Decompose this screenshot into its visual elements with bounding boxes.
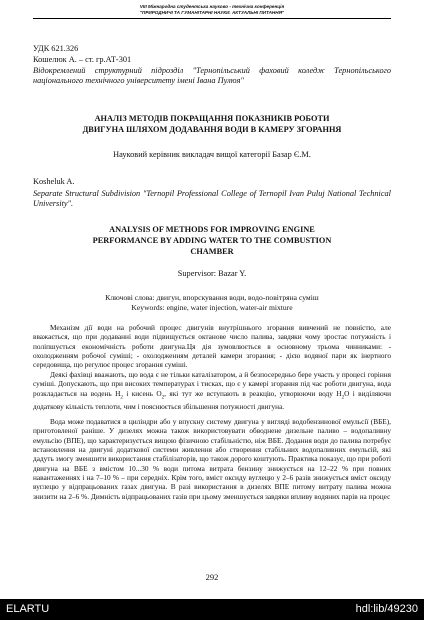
supervisor-ua: Науковий керівник викладач вищої категорії Базар Є.М. (113, 150, 311, 159)
paragraph-2-part-d: О і виділяючи додаткову кількість теплоти, чим і пояснюється збільшення потужності двигуна. (33, 388, 391, 412)
subscript-2a: 2 (120, 395, 123, 401)
keywords-ua: Ключові слова: двигун, впорскування води, водо-повітряна суміш (105, 293, 319, 302)
author-ua: Кошелюк А. – ст. гр.АТ-301 (33, 55, 132, 64)
paragraph-2-part-b: і кисень О (122, 388, 162, 398)
header-rule (33, 18, 391, 19)
conference-header-line1: VIII Міжнародна студентська науково - технічна конференція (139, 4, 285, 9)
footer-bar (0, 599, 424, 620)
keywords-en: Keywords: engine, water injection, water-air mixture (131, 303, 293, 312)
paragraph-2-part-a: Деякі фахівці вважають, що вода є не тільки каталізатором, а й безпосередньо бере участь у процесі горіння суміші. Допускають, що при високих температурах і тисках, що є у камері згорання під час роботи двигуна, вода розкладається на водень Н (33, 370, 391, 398)
footer-repository-label: ELARTU (6, 603, 50, 615)
affiliation-en: Separate Structural Subdivision "Ternopil Professional College of Ternopil Ivan Puluj National Technical University". (33, 189, 391, 209)
footer-handle: hdl:lib/49230 (355, 603, 418, 615)
title-en-line3: CHAMBER (190, 247, 234, 257)
udc-code: УДК 621.326 (33, 44, 79, 53)
paragraph-3: Вода може подаватися в циліндри або у впускну систему двигуна у вигляді водобензинової емульсії (ВБЕ), приготовленої раніше. У дизелях можна також використовувати обводнене дизельне паливо – водопаливну емульсію (ВПЕ), що характеризується вищою фізичною стабільністю, ніж ВБЕ. Додання води до палива потребує встановлення на двигуні додаткової системи живлення або створення стабільних водопаливних емульсій, які дадуть змогу зменшити використання стабілізаторів, що також дорого коштують. Практика показує, що при роботі двигуна на ВБЕ з вмістом 10...30 % води питома витрата бензину знижується на 12–22 % при повних навантаженнях і на 7–10 % – при середніх. Крім того, вміст оксиду вуглецю у 2–6 разів знижується вміст оксиду вуглецю у відпрацьованих газах двигуна. В разі використання в дизелях ВПЕ питому витрату палива можна знизити на 2–6 %. Димність відпрацьованих газів при цьому зменшується завдяки впливу водяних парів на процес (33, 417, 391, 501)
paragraph-2 (33, 370, 391, 412)
supervisor-en: Supervisor: Bazar Y. (177, 269, 247, 278)
affiliation-ua: Відокремлений структурний підрозділ "Тернопільський фаховий коледж Тернопільського національного технічного університету імені Івана Пулюя" (33, 66, 391, 86)
title-en-line2: PERFORMANCE BY ADDING WATER TO THE COMBUSTION (92, 236, 332, 246)
title-en-line1: ANALYSIS OF METHODS FOR IMPROVING ENGINE (109, 225, 315, 234)
title-ua-line1: АНАЛІЗ МЕТОДІВ ПОКРАЩАННЯ ПОКАЗНИКІВ РОБОТИ (94, 114, 330, 123)
conference-header-line2: "ПРИРОДНИЧІ ТА ГУМАНІТАРНІ НАУКИ. АКТУАЛЬНІ ПИТАННЯ" (139, 10, 285, 15)
title-en (33, 224, 391, 258)
title-ua (33, 113, 391, 135)
subscript-2b: 2 (161, 395, 165, 401)
subscript-2c: 2 (341, 395, 345, 401)
title-ua-line2: ДВИГУНА ШЛЯХОМ ДОДАВАННЯ ВОДИ В КАМЕРУ ЗГОРАННЯ (82, 125, 342, 135)
paragraph-2-part-c: , які тут же вступають в реакцію, утворюючи воду Н (164, 388, 342, 398)
page-number: 292 (205, 572, 219, 582)
paragraph-1: Механізм дії води на робочий процес двигунів внутрішнього згорання вивчений не повністю, але вважається, що при додаванні води підвищується октанове число палива, завдяки чому зростає потужність і поліпшується економічність роботи двигуна.Ця дія зумовлюється в основному трьома чинниками: - охолодженням робочої суміші; - охолодженням деталей камери згорання; - дією водяної пари як інертного середовища, що регулює процес згорання суміші. (33, 323, 391, 370)
author-en: Kosheluk A. (33, 177, 75, 186)
